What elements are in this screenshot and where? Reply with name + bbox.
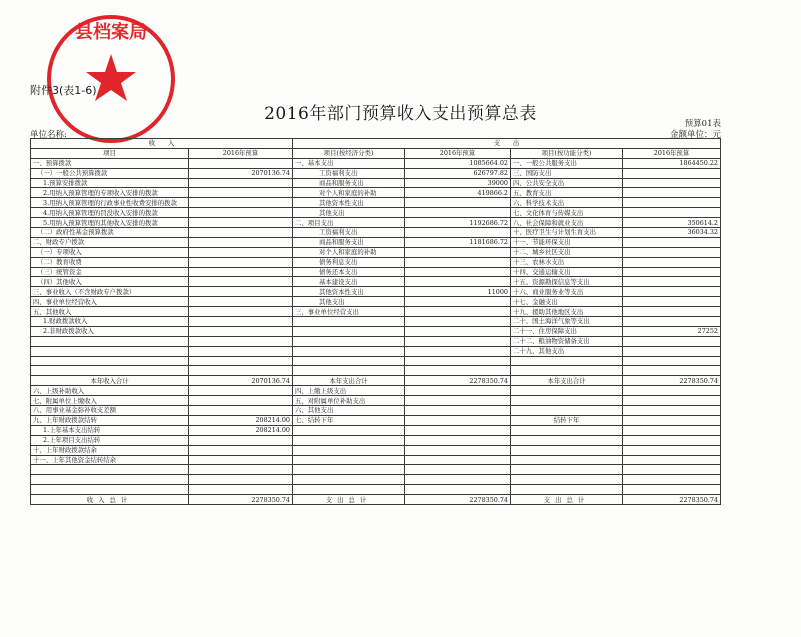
table-row <box>31 178 721 188</box>
table-cell: 1181686.72 <box>405 237 511 247</box>
table-cell <box>623 475 721 485</box>
table-row <box>31 237 721 247</box>
table-cell <box>623 455 721 465</box>
table-row <box>31 257 721 267</box>
table-cell <box>623 188 721 198</box>
table-cell: 2278350.74 <box>189 495 293 505</box>
table-cell: （一）一般公共预算拨款 <box>31 168 189 178</box>
table-cell <box>293 475 405 485</box>
table-cell: 2.用纳入预算管理的专项收入安排的拨款 <box>31 188 189 198</box>
table-cell: 2278350.74 <box>405 376 511 386</box>
table-row <box>31 406 721 416</box>
table-cell: 对个人和家庭的补助 <box>293 188 405 198</box>
table-cell <box>623 307 721 317</box>
table-cell <box>623 366 721 376</box>
table-row <box>31 188 721 198</box>
table-cell: 626797.82 <box>405 168 511 178</box>
col-header-budget: 2016年预算 <box>405 148 511 158</box>
table-cell <box>189 465 293 475</box>
table-cell: 十、医疗卫生与计划生育支出 <box>511 228 623 238</box>
table-cell <box>405 297 511 307</box>
table-cell <box>623 247 721 257</box>
amount-unit-label: 金额单位：元 <box>669 130 721 140</box>
table-cell <box>405 228 511 238</box>
table-cell <box>293 425 405 435</box>
table-cell: 工资福利支出 <box>293 228 405 238</box>
table-row <box>31 475 721 485</box>
table-cell <box>623 336 721 346</box>
table-cell: 2.上年项目支出结转 <box>31 435 189 445</box>
table-row <box>31 208 721 218</box>
table-cell <box>623 198 721 208</box>
table-cell: 八、社会保障和就业支出 <box>511 218 623 228</box>
table-cell: 一、预算拨款 <box>31 158 189 168</box>
table-cell <box>511 406 623 416</box>
table-cell: 十三、农林水支出 <box>511 257 623 267</box>
table-cell: 208214.00 <box>189 415 293 425</box>
table-cell <box>623 257 721 267</box>
table-cell: 债务利息支出 <box>293 257 405 267</box>
table-cell <box>623 435 721 445</box>
table-cell <box>189 307 293 317</box>
table-cell <box>405 356 511 366</box>
table-cell <box>189 346 293 356</box>
table-cell <box>189 366 293 376</box>
table-cell <box>189 237 293 247</box>
table-cell: 十七、金融支出 <box>511 297 623 307</box>
table-row <box>31 346 721 356</box>
table-cell <box>189 445 293 455</box>
table-cell <box>189 188 293 198</box>
table-cell: 1.上年基本支出结转 <box>31 425 189 435</box>
table-row <box>31 317 721 327</box>
table-cell: 419866.2 <box>405 188 511 198</box>
table-cell <box>511 366 623 376</box>
table-cell <box>31 336 189 346</box>
table-cell: 十五、资源勘探信息等支出 <box>511 277 623 287</box>
table-cell <box>405 208 511 218</box>
table-cell: 2070136.74 <box>189 376 293 386</box>
unit-name-label: 单位名称: <box>30 130 67 140</box>
table-cell: 十一、节能环保支出 <box>511 237 623 247</box>
table-row <box>31 425 721 435</box>
table-cell <box>405 425 511 435</box>
table-cell <box>623 425 721 435</box>
table-cell: 商品和服务支出 <box>293 178 405 188</box>
table-cell: 三、事业单位经营支出 <box>293 307 405 317</box>
table-cell <box>405 485 511 495</box>
table-cell <box>189 475 293 485</box>
table-cell <box>623 277 721 287</box>
table-cell: 工资福利支出 <box>293 168 405 178</box>
table-row <box>31 386 721 396</box>
table-cell: 十二、城乡社区支出 <box>511 247 623 257</box>
col-header-budget: 2016年预算 <box>189 148 293 158</box>
expense-section-header: 支 出 <box>293 139 721 149</box>
table-cell <box>189 198 293 208</box>
table-cell: 二十二、粮油物资储备支出 <box>511 336 623 346</box>
table-cell <box>405 267 511 277</box>
table-row <box>31 326 721 336</box>
table-cell: 其他资本性支出 <box>293 198 405 208</box>
table-row <box>31 287 721 297</box>
table-cell <box>511 356 623 366</box>
table-cell: （四）其他收入 <box>31 277 189 287</box>
table-cell <box>405 326 511 336</box>
table-cell: 其他支出 <box>293 297 405 307</box>
attachment-label: 附件3(表1-6) <box>30 84 97 97</box>
table-cell <box>405 415 511 425</box>
table-cell: 四、事业单位经营收入 <box>31 297 189 307</box>
table-cell <box>623 406 721 416</box>
table-cell <box>293 317 405 327</box>
table-cell: 39000 <box>405 178 511 188</box>
table-row <box>31 218 721 228</box>
table-cell: 基本建设支出 <box>293 277 405 287</box>
table-cell: 本年收入合计 <box>31 376 189 386</box>
table-cell: 本年支出合计 <box>293 376 405 386</box>
table-cell <box>623 208 721 218</box>
table-cell <box>405 475 511 485</box>
table-cell <box>31 346 189 356</box>
table-row <box>31 228 721 238</box>
table-cell <box>623 317 721 327</box>
table-cell <box>189 336 293 346</box>
table-cell <box>405 198 511 208</box>
table-cell <box>293 326 405 336</box>
table-cell <box>623 287 721 297</box>
table-cell <box>189 297 293 307</box>
table-cell <box>405 396 511 406</box>
table-cell: 十六、商业服务业等支出 <box>511 287 623 297</box>
table-cell <box>405 247 511 257</box>
table-cell <box>623 237 721 247</box>
form-code: 预算01表 <box>684 119 721 129</box>
table-cell <box>623 297 721 307</box>
table-cell: 十一、上年其他资金结转结余 <box>31 455 189 465</box>
table-cell: 四、上缴上级支出 <box>293 386 405 396</box>
table-cell <box>189 386 293 396</box>
table-cell <box>31 366 189 376</box>
table-cell: 27252 <box>623 326 721 336</box>
table-cell: 收入总计 <box>31 495 189 505</box>
table-row <box>31 336 721 346</box>
table-row <box>31 495 721 505</box>
table-cell <box>623 356 721 366</box>
table-cell: 支出总计 <box>511 495 623 505</box>
table-cell <box>511 425 623 435</box>
table-cell: 2278350.74 <box>623 495 721 505</box>
table-cell <box>405 435 511 445</box>
table-cell <box>189 247 293 257</box>
table-cell: 二、财政专户拨款 <box>31 237 189 247</box>
table-cell: （二）教育收费 <box>31 257 189 267</box>
table-cell: 六、其他支出 <box>293 406 405 416</box>
table-row <box>31 435 721 445</box>
table-cell <box>405 307 511 317</box>
table-cell <box>31 465 189 475</box>
table-cell <box>189 178 293 188</box>
table-cell <box>511 465 623 475</box>
table-row <box>31 297 721 307</box>
table-cell: 36034.32 <box>623 228 721 238</box>
table-cell: 5.用纳入预算管理的其他收入安排的拨款 <box>31 218 189 228</box>
table-cell <box>31 475 189 485</box>
table-cell: 商品和服务支出 <box>293 237 405 247</box>
table-cell <box>293 336 405 346</box>
table-cell <box>623 445 721 455</box>
table-cell <box>623 178 721 188</box>
table-cell <box>189 228 293 238</box>
col-header-func: 项目(按功能分类) <box>511 148 623 158</box>
table-cell: （二）政府性基金预算拨款 <box>31 228 189 238</box>
table-cell <box>511 435 623 445</box>
table-cell: 七、附属单位上缴收入 <box>31 396 189 406</box>
table-cell: （一）专项收入 <box>31 247 189 257</box>
svg-text:县档案局: 县档案局 <box>75 22 147 43</box>
table-cell <box>405 277 511 287</box>
table-cell: 对个人和家庭的补助 <box>293 247 405 257</box>
table-cell: 1085664.02 <box>405 158 511 168</box>
table-row <box>31 455 721 465</box>
budget-summary-table <box>30 138 721 505</box>
table-cell <box>511 485 623 495</box>
table-cell: 4.用纳入预算管理的罚没收入安排的拨款 <box>31 208 189 218</box>
table-cell <box>189 317 293 327</box>
table-cell <box>189 257 293 267</box>
table-cell <box>405 465 511 475</box>
table-cell <box>293 465 405 475</box>
table-cell <box>405 257 511 267</box>
table-cell: 其他支出 <box>293 208 405 218</box>
table-cell: 一、一般公共服务支出 <box>511 158 623 168</box>
table-row <box>31 307 721 317</box>
table-cell <box>189 158 293 168</box>
table-row <box>31 396 721 406</box>
table-cell <box>511 396 623 406</box>
table-cell <box>405 406 511 416</box>
table-cell: 五、其他收入 <box>31 307 189 317</box>
table-cell <box>293 445 405 455</box>
table-cell <box>405 445 511 455</box>
table-cell: 八、用事业基金弥补收支差额 <box>31 406 189 416</box>
table-cell <box>189 356 293 366</box>
table-row <box>31 376 721 386</box>
table-cell: 七、文化体育与传媒支出 <box>511 208 623 218</box>
table-cell <box>623 465 721 475</box>
table-cell: 2278350.74 <box>623 376 721 386</box>
table-cell <box>511 455 623 465</box>
table-cell: 十九、援助其他地区支出 <box>511 307 623 317</box>
table-cell <box>189 406 293 416</box>
table-row <box>31 247 721 257</box>
table-cell: 1.财政拨款收入 <box>31 317 189 327</box>
income-section-header: 收 入 <box>31 139 293 149</box>
table-cell <box>189 485 293 495</box>
table-row <box>31 366 721 376</box>
table-cell <box>189 218 293 228</box>
table-cell: 2070136.74 <box>189 168 293 178</box>
table-row <box>31 198 721 208</box>
page-title: 2016年部门预算收入支出预算总表 <box>264 104 537 124</box>
table-cell <box>511 445 623 455</box>
table-cell: 3.用纳入预算管理的行政事业性收费安排的拨款 <box>31 198 189 208</box>
table-cell <box>293 455 405 465</box>
table-cell <box>189 208 293 218</box>
table-cell <box>293 366 405 376</box>
table-row <box>31 465 721 475</box>
table-row <box>31 485 721 495</box>
table-cell <box>511 475 623 485</box>
table-cell: 1864450.22 <box>623 158 721 168</box>
table-cell: 二十、国土海洋气象等支出 <box>511 317 623 327</box>
table-cell: 11000 <box>405 287 511 297</box>
table-cell: 本年支出合计 <box>511 376 623 386</box>
table-cell: 结转下年 <box>511 415 623 425</box>
table-row <box>31 356 721 366</box>
table-cell <box>189 287 293 297</box>
table-cell: 208214.00 <box>189 425 293 435</box>
col-header-budget: 2016年预算 <box>623 148 721 158</box>
table-cell: 三、事业收入（不含财政专户拨款） <box>31 287 189 297</box>
table-cell: 三、国防支出 <box>511 168 623 178</box>
table-row <box>31 277 721 287</box>
table-cell: 二十一、住房保障支出 <box>511 326 623 336</box>
table-cell: 十、上年财政拨款结余 <box>31 445 189 455</box>
table-cell <box>623 485 721 495</box>
table-cell <box>189 277 293 287</box>
table-cell <box>189 455 293 465</box>
table-cell: 七、结转下年 <box>293 415 405 425</box>
table-cell <box>405 366 511 376</box>
table-cell <box>623 168 721 178</box>
table-cell: 其他资本性支出 <box>293 287 405 297</box>
table-cell: 2.非财政拨款收入 <box>31 326 189 336</box>
table-cell <box>405 317 511 327</box>
table-cell <box>293 485 405 495</box>
col-header-econ: 项目(按经济分类) <box>293 148 405 158</box>
table-cell: 1192686.72 <box>405 218 511 228</box>
table-row <box>31 445 721 455</box>
table-cell <box>189 435 293 445</box>
table-cell <box>511 386 623 396</box>
table-cell <box>189 396 293 406</box>
table-cell <box>31 485 189 495</box>
table-cell: 四、公共安全支出 <box>511 178 623 188</box>
table-cell <box>293 435 405 445</box>
table-cell <box>623 386 721 396</box>
table-cell: 2278350.74 <box>405 495 511 505</box>
table-cell: 十四、交通运输支出 <box>511 267 623 277</box>
table-cell: 六、科学技术支出 <box>511 198 623 208</box>
table-cell: 二、项目支出 <box>293 218 405 228</box>
table-cell <box>405 336 511 346</box>
table-cell: 350614.2 <box>623 218 721 228</box>
table-row <box>31 158 721 168</box>
table-cell <box>189 267 293 277</box>
table-cell: 一、基本支出 <box>293 158 405 168</box>
table-cell <box>405 346 511 356</box>
table-cell: 六、上级补助收入 <box>31 386 189 396</box>
table-cell: （三）统管资金 <box>31 267 189 277</box>
table-cell <box>31 356 189 366</box>
table-row <box>31 168 721 178</box>
table-cell <box>189 326 293 336</box>
table-cell <box>623 267 721 277</box>
table-row <box>31 415 721 425</box>
table-cell: 1.预算安排拨款 <box>31 178 189 188</box>
col-header-item: 项目 <box>31 148 189 158</box>
table-cell <box>405 455 511 465</box>
table-cell: 九、上年财政拨款结转 <box>31 415 189 425</box>
table-cell: 支出总计 <box>293 495 405 505</box>
table-cell <box>623 346 721 356</box>
table-cell: 债务还本支出 <box>293 267 405 277</box>
table-cell <box>623 415 721 425</box>
table-row <box>31 267 721 277</box>
table-cell <box>623 396 721 406</box>
table-cell: 五、对附属单位补助支出 <box>293 396 405 406</box>
table-cell <box>293 346 405 356</box>
table-cell: 五、教育支出 <box>511 188 623 198</box>
table-cell: 二十九、其他支出 <box>511 346 623 356</box>
table-cell <box>405 386 511 396</box>
table-cell <box>293 356 405 366</box>
